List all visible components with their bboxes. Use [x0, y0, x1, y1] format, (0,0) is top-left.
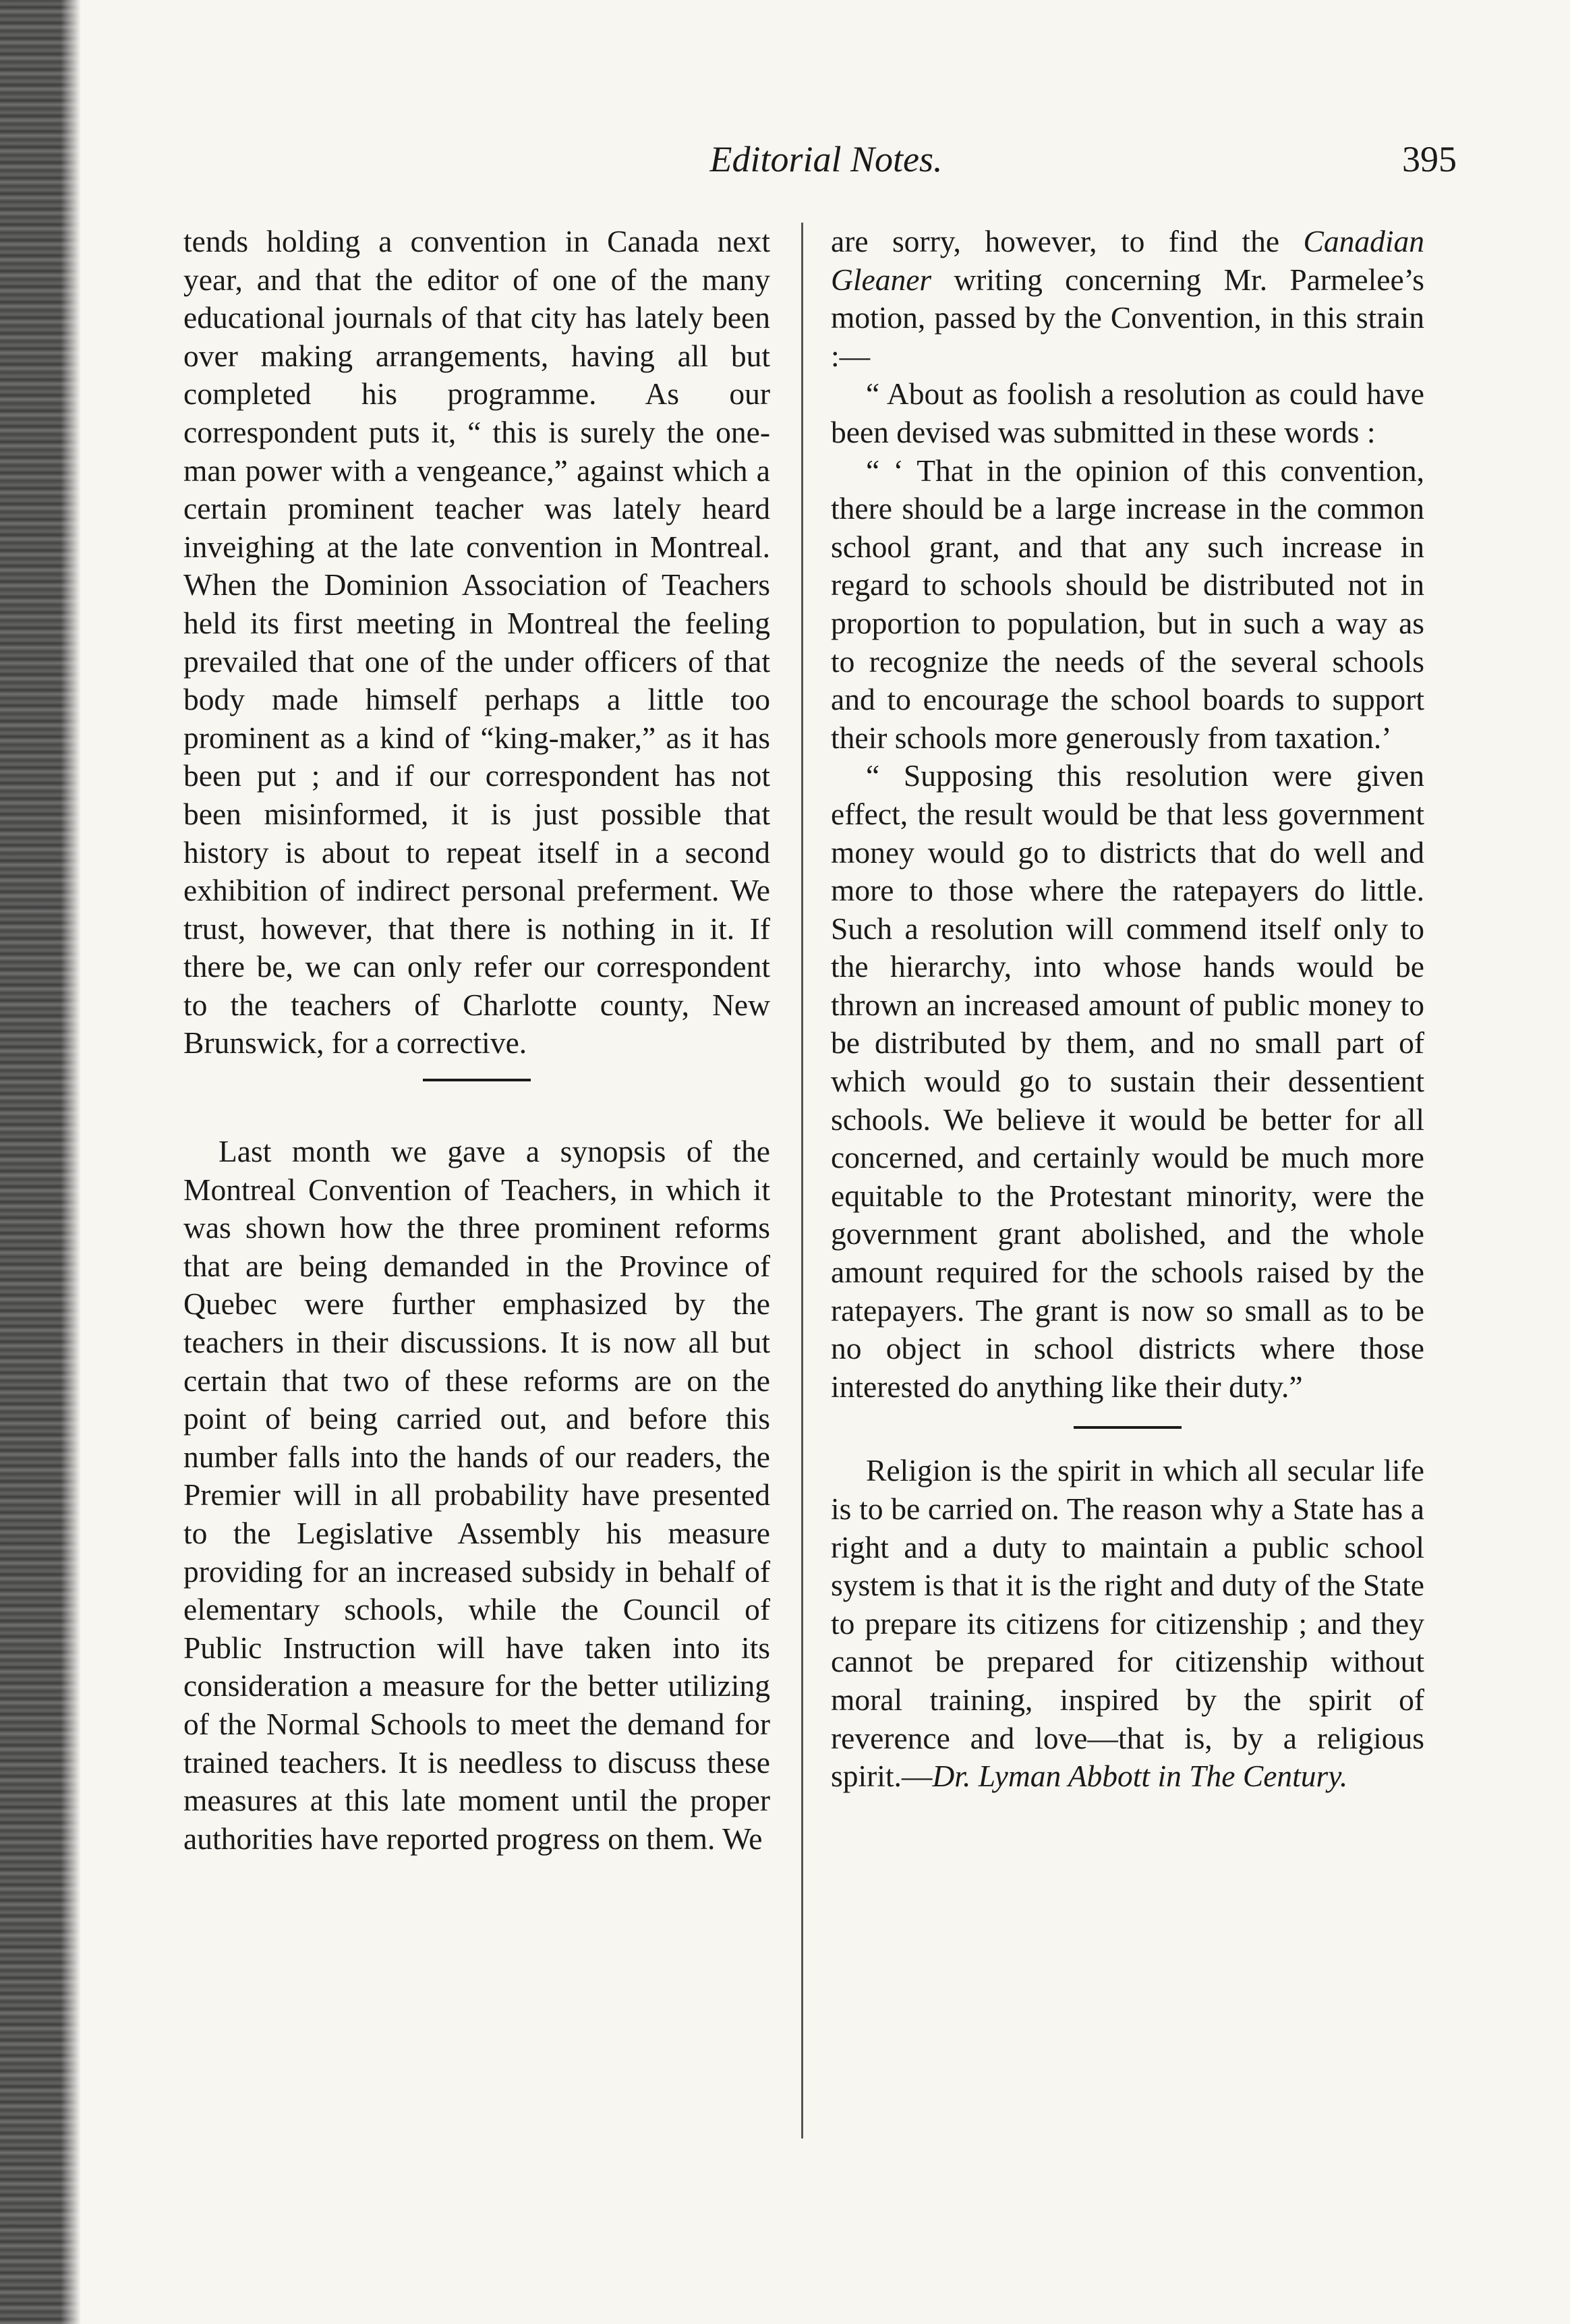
- page-header: [196, 138, 1457, 192]
- section-divider: [423, 1079, 531, 1081]
- column-divider: [801, 223, 803, 2138]
- gleaner-text-end: writing concerning Mr. Parmelee’s motion, passed by the Convention, in this strain :—: [831, 262, 1424, 373]
- paragraph-convention: tends holding a convention in Canada next year, and that the editor of one of the many educational journals of that city has lately been over making arrangements, having all but completed his programme. As our correspondent puts it, “ this is surely the one-man power with a vengeance,” against which a certain prominent teacher was lately heard inveighing at the late convention in Montreal. When the Dominion Association of Teachers held its first meeting in Montreal the feeling prevailed that one of the under officers of that body made himself perhaps a little too prominent as a kind of “king-maker,” as it has been put ; and if our correspondent has not been misinformed, it is just possible that history is about to repeat itself in a second exhibition of indirect personal preferment. We trust, however, that there is nothing in it. If there be, we can only refer our correspondent to the teachers of Charlotte county, New Brunswick, for a corrective.: [183, 224, 770, 1060]
- paragraph-religion: [831, 1452, 1424, 1795]
- left-column: [183, 223, 770, 1858]
- journal-title: Canadian Gleaner: [831, 224, 1424, 297]
- page-number: 395: [1402, 139, 1457, 179]
- attribution: Dr. Lyman Abbott in The Century.: [932, 1759, 1348, 1794]
- paragraph-supposing: “ Supposing this resolution were given effect, the result would be that less government money would go to districts that do well and more to those where the ratepayers do little. Such a resolution will commend itself only to the hierarchy, into whose hands would be thrown an increased amount of public money to be distributed by them, and no small part of which would go to sustain their dessentient schools. We believe it would be better for all concerned, and certainly would be much more equitable to the Protestant minority, were the government grant abolished, and the whole amount required for the schools raised by the ratepayers. The grant is now so small as to be no object in school districts where those interested do anything like their duty.”: [831, 758, 1424, 1404]
- paragraph-quote-intro: “ About as foolish a resolution as could have been devised was submitted in these words :: [831, 376, 1424, 449]
- paragraph-montreal-convention: Last month we gave a synopsis of the Montreal Convention of Teachers, in which it was shown how the three prominent reforms that are being demanded in the Province of Quebec were further emphasized by the teachers in their discussions. It is now all but certain that two of these reforms are on the point of being carried out, and before this number falls into the hands of our readers, the Premier will in all probability have presented to the Legislative Assembly his measure providing for an increased subsidy in behalf of elementary schools, while the Council of Public Instruction will have taken into its consideration a measure for the better utilizing of the Normal Schools to meet the demand for trained teachers. It is needless to discuss these measures at this late moment until the proper authorities have reported progress on them. We: [183, 1134, 770, 1856]
- paragraph-gleaner: [831, 223, 1424, 375]
- section-divider: [1074, 1426, 1182, 1429]
- running-title: Editorial Notes.: [709, 139, 943, 179]
- binding-edge: [0, 0, 81, 2324]
- paragraph-resolution: “ ‘ That in the opinion of this convention, there should be a large increase in the common school grant, and that any such increase in regard to schools should be distributed not in proportion to population, but in such a way as to recognize the needs of the several schools and to encourage the school boards to support their schools more generously from taxation.’: [831, 453, 1424, 755]
- right-column: [831, 223, 1424, 1796]
- gleaner-text-start: are sorry, however, to find the: [831, 224, 1304, 258]
- religion-text: Religion is the spirit in which all secular life is to be carried on. The reason why a State has a right and a duty to maintain a public school system is that it is the right and duty of the State to prepare its citizens for citizenship ; and they cannot be prepared for citizenship without moral training, inspired by the spirit of reverence and love—that is, by a religious spirit.—: [831, 1453, 1424, 1794]
